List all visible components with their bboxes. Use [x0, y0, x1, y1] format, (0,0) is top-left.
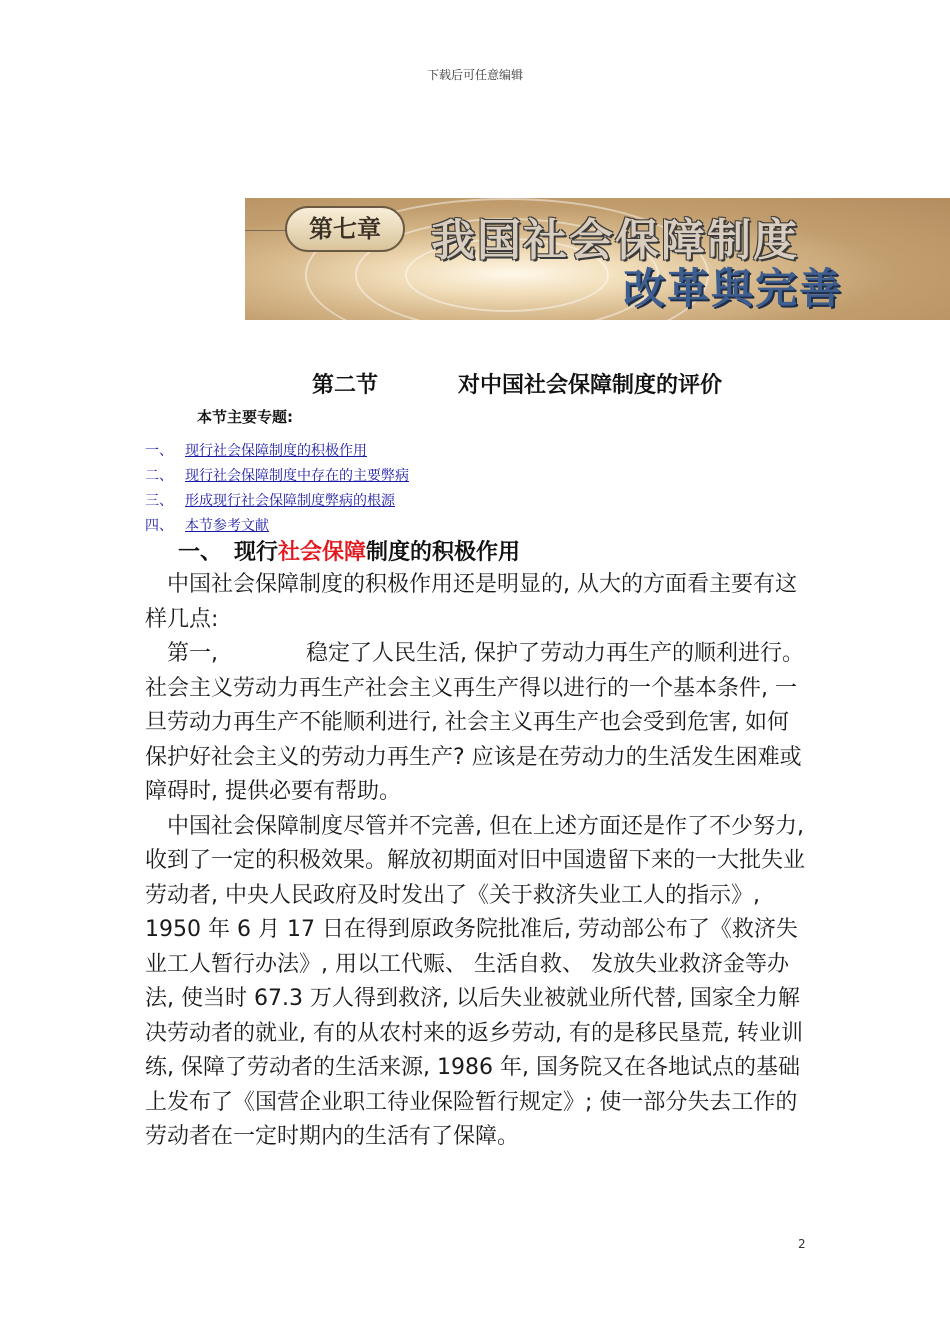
toc-text: 现行社会保障制度中存在的主要弊病 [185, 468, 409, 484]
section-number: 第二节 [312, 373, 379, 398]
paragraph-text: 第一, 稳定了人民生活, 保护了劳动力再生产的顺利进行。社会主义劳动力再生产社会主义再生产得以进行的一个基本条件, 一旦劳动力再生产不能顺利进行, 社会主义再生产也会受到危害, 如何保护好社会主义的劳动力再生产? 应该是在劳动力的生活发生困难或障碍时, 提供必要有帮助。 [145, 641, 804, 804]
topics-label: 本节主要专题: [197, 408, 293, 426]
header-note: 下载后可任意编辑 [426, 68, 523, 82]
toc-text: 本节参考文献 [185, 518, 269, 534]
heading-1 [178, 535, 520, 566]
banner-title-line2: 改革與完善 [623, 264, 844, 313]
toc-number: 四、 [145, 518, 173, 534]
banner-title-line1: 我国社会保障制度 [431, 215, 799, 266]
toc-number: 一、 [145, 443, 173, 459]
paragraph [145, 568, 810, 637]
body-text [145, 568, 810, 1155]
page-number: 2 [798, 1237, 806, 1251]
section-name: 对中国社会保障制度的评价 [458, 373, 723, 398]
toc-link-3[interactable] [145, 490, 395, 510]
paragraph-text: 中国社会保障制度的积极作用还是明显的, 从大的方面看主要有这样几点: [145, 572, 798, 632]
toc-text: 形成现行社会保障制度弊病的根源 [185, 493, 395, 509]
toc-link-4[interactable] [145, 515, 269, 535]
toc-number: 三、 [145, 493, 173, 509]
paragraph [145, 810, 810, 1155]
paragraph-text: 中国社会保障制度尽管并不完善, 但在上述方面还是作了不少努力, 收到了一定的积极效果。解放初期面对旧中国遗留下来的一大批失业劳动者, 中央人民政府及时发出了《关于救济失业工人的指示》, 1950 年 6 月 17 日在得到原政务院批准后, 劳动部公布了《救济失业工人暂行办法》, 用以工代赈、 生活自救、 发放失业救济金等办法, 使当时 67.3 万人得到救济, 以后失业被就业所代替, 国家全力解决劳动者的就业, 有的从农村来的返乡劳动, 有的是移民垦荒, 转业训练, 保障了劳动者的生活来源, 1986 年, 国务院又在各地试点的基础上发布了《国营企业职工待业保险暂行规定》; 使一部分失去工作的劳动者在一定时期内的生活有了保障。 [145, 813, 806, 1149]
toc-number: 二、 [145, 468, 173, 484]
heading-text: 制度的积极作用 [366, 540, 521, 565]
toc-text: 现行社会保障制度的积极作用 [185, 443, 367, 459]
heading-highlight: 社会保障 [278, 540, 367, 565]
chapter-banner [245, 198, 950, 320]
heading-number: 一、 [178, 540, 223, 565]
heading-text: 现行 [234, 540, 279, 565]
toc-link-2[interactable] [145, 465, 409, 485]
paragraph [145, 637, 810, 810]
chapter-label: 第七章 [285, 206, 405, 252]
toc-link-1[interactable] [145, 440, 367, 460]
section-title [312, 368, 722, 399]
